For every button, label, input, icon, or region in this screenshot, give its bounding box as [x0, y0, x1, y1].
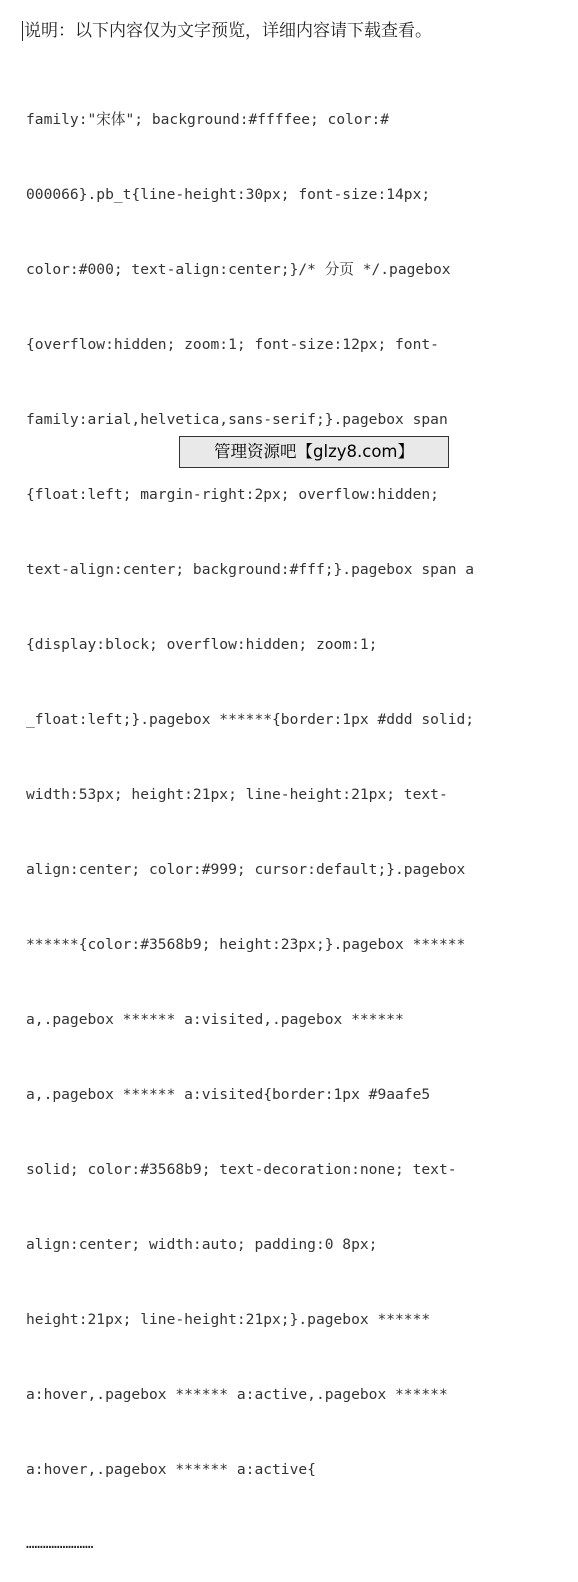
code-line: a:hover,.pagebox ****** a:active,.pagebox ******	[26, 1386, 448, 1403]
code-line: 000066}.pb_t{line-height:30px; font-size:14px;	[26, 186, 431, 203]
code-line: {float:left; margin-right:2px; overflow:hidden;	[26, 486, 439, 503]
code-line: align:center; width:auto; padding:0 8px;	[26, 1236, 378, 1253]
code-line: a,.pagebox ****** a:visited,.pagebox ******	[26, 1011, 404, 1028]
code-line: ******{color:#3568b9; height:23px;}.pagebox ******	[26, 936, 466, 953]
code-line: _float:left;}.pagebox ******{border:1px #ddd solid;	[26, 711, 475, 728]
code-line: height:21px; line-height:21px;}.pagebox ******	[26, 1311, 431, 1328]
code-line: a,.pagebox ****** a:visited{border:1px #9aafe5	[26, 1086, 431, 1103]
code-preview	[26, 57, 556, 1582]
code-line: align:center; color:#999; cursor:default;}.pagebox	[26, 861, 466, 878]
code-line: family:"宋体"; background:#ffffee; color:#	[26, 111, 390, 128]
text-cursor	[22, 21, 23, 41]
code-line: color:#000; text-align:center;}/* 分页 */.pagebox	[26, 261, 451, 278]
preview-notice-text: 说明：以下内容仅为文字预览，详细内容请下载查看。	[24, 21, 432, 41]
code-line: family:arial,helvetica,sans-serif;}.pagebox span	[26, 411, 448, 428]
continuation-ellipsis: ……………………	[26, 1536, 94, 1552]
code-line: solid; color:#3568b9; text-decoration:none; text-	[26, 1161, 457, 1178]
site-watermark-label: 管理资源吧【glzy8.com】	[179, 436, 449, 468]
code-line: a:hover,.pagebox ****** a:active{	[26, 1461, 316, 1478]
code-line: {display:block; overflow:hidden; zoom:1;	[26, 636, 378, 653]
preview-notice	[22, 18, 432, 44]
code-line: {overflow:hidden; zoom:1; font-size:12px; font-	[26, 336, 439, 353]
code-line: text-align:center; background:#fff;}.pagebox span a	[26, 561, 475, 578]
code-line: width:53px; height:21px; line-height:21px; text-	[26, 786, 448, 803]
